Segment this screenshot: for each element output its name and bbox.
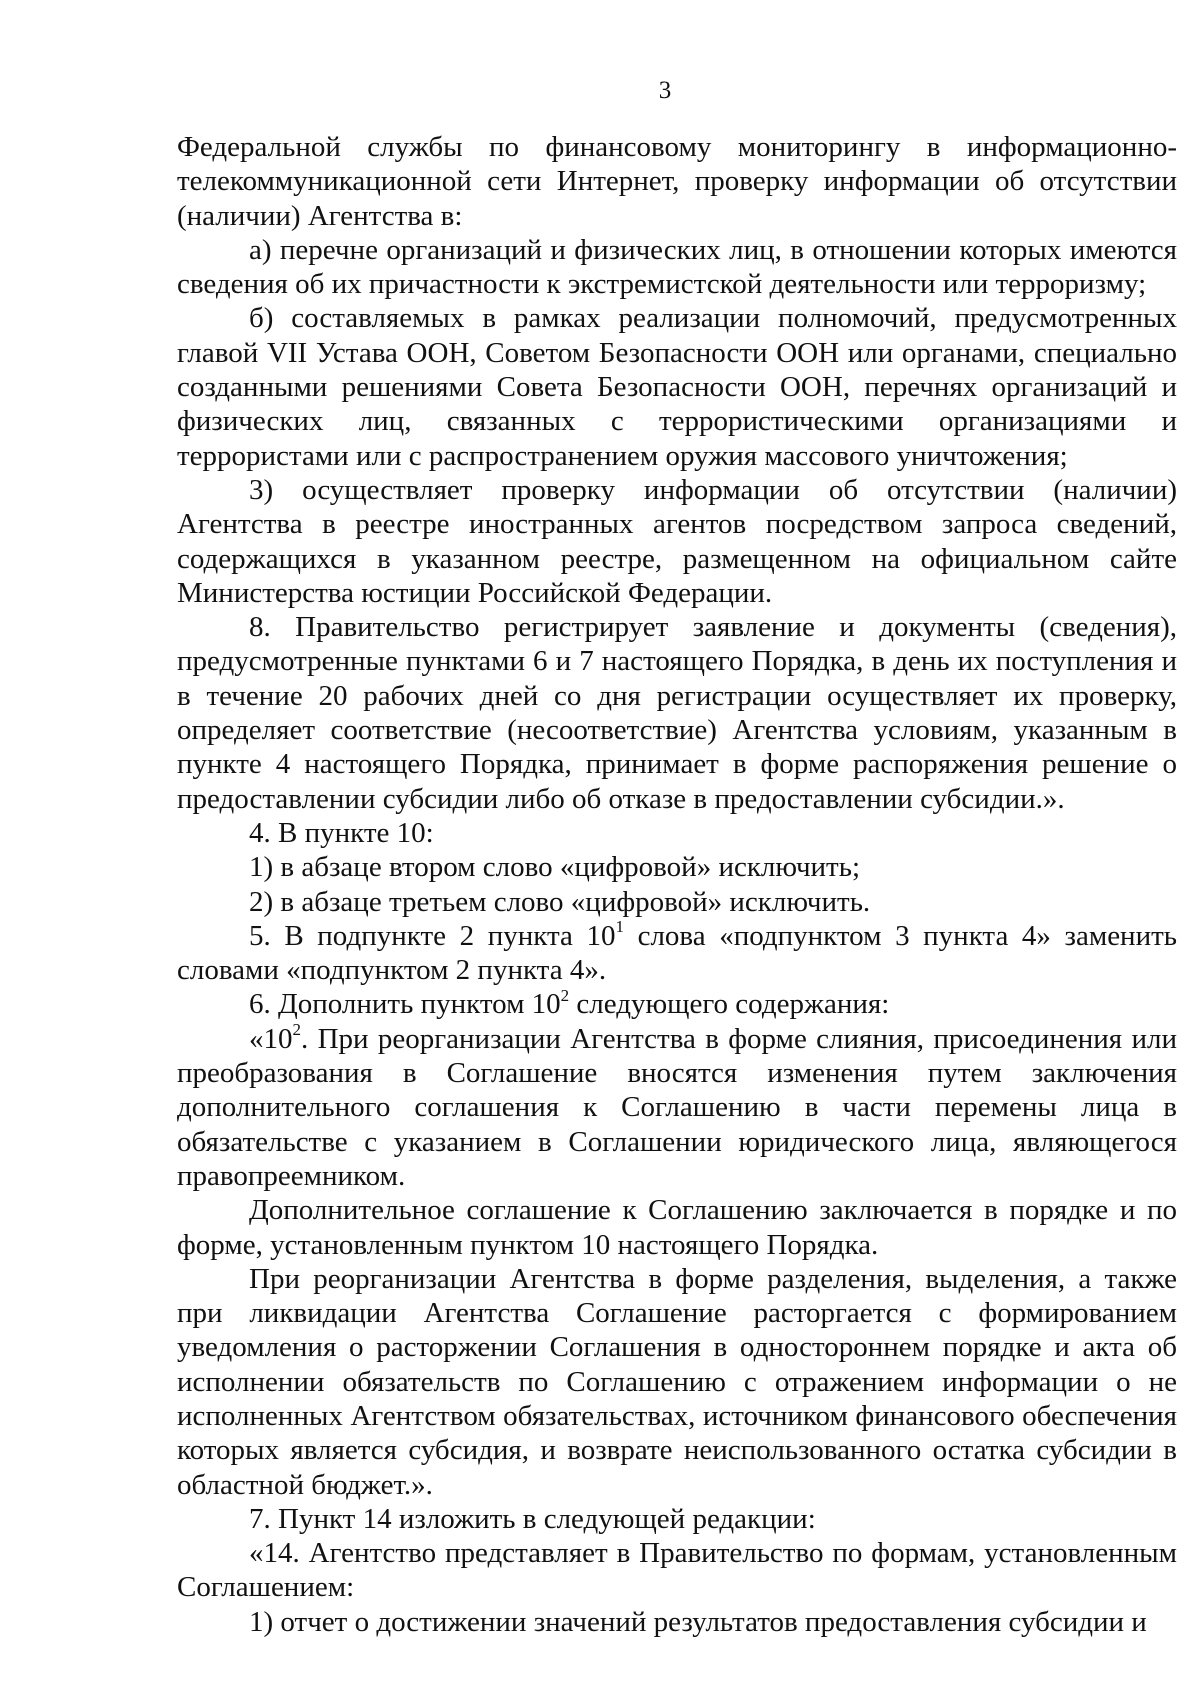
paragraph: [177, 233, 1177, 302]
paragraph-text: При реорганизации Агентства в форме разделения, выделения, а также при ликвидации Агентства Соглашение расторгается с формированием уведомления о расторжении Соглашения в одностороннем порядке и акта об исполнении обязательств по Соглашению с отражением информации о не исполненных Агентством обязательствах, источником финансового обеспечения которых является субсидия, и возврате неиспользованного остатка субсидии в областной бюджет.».: [177, 1262, 1177, 1501]
paragraph-text: 7. Пункт 14 изложить в следующей редакции:: [249, 1502, 816, 1535]
paragraph: [177, 1536, 1177, 1605]
paragraph-text: «10: [249, 1022, 293, 1055]
paragraph-text: 5. В подпункте 2 пункта 10: [249, 919, 616, 952]
paragraph: [177, 1605, 1177, 1639]
paragraph: [177, 919, 1177, 988]
superscript: 2: [560, 985, 570, 1005]
paragraph-text: . При реорганизации Агентства в форме слияния, присоединения или преобразования в Соглашение вносятся изменения путем заключения дополнительного соглашения к Соглашению в части перемены лица в обязательстве с указанием в Соглашении юридического лица, являющегося правопреемником.: [177, 1022, 1177, 1192]
paragraph-text: Дополнительное соглашение к Соглашению заключается в порядке и по форме, установленным пунктом 10 настоящего Порядка.: [177, 1194, 1177, 1261]
paragraph: [177, 1022, 1177, 1193]
paragraph-text: 2) в абзаце третьем слово «цифровой» исключить.: [249, 885, 871, 918]
paragraph-text: 3) осуществляет проверку информации об отсутствии (наличии) Агентства в реестре иностранных агентов посредством запроса сведений, содержащихся в указанном реестре, размещенном на официальном сайте Министерства юстиции Российской Федерации.: [177, 473, 1177, 609]
paragraph: [177, 1262, 1177, 1502]
superscript: 2: [292, 1020, 301, 1040]
paragraph-text: б) составляемых в рамках реализации полномочий, предусмотренных главой VII Устава ООН, Советом Безопасности ООН или органами, специально созданными решениями Совета Безопасности ООН, перечнях организаций и физических лиц, связанных с террористическими организациями и террористами или с распространением оружия массового уничтожения;: [177, 302, 1177, 472]
paragraph: [177, 473, 1177, 610]
paragraph-text: следующего содержания:: [569, 988, 890, 1021]
paragraph: [177, 1193, 1177, 1262]
paragraph: [177, 885, 1177, 919]
paragraph-text: а) перечне организаций и физических лиц, в отношении которых имеются сведения об их причастности к экстремистской деятельности или терроризму;: [177, 233, 1177, 301]
paragraph-text: Федеральной службы по финансовому мониторингу в информационно-телекоммуникационной сети Интернет, проверку информации об отсутствии (наличии) Агентства в:: [177, 131, 1177, 232]
paragraph: [177, 301, 1177, 472]
paragraph-text: 4. В пункте 10:: [249, 816, 434, 849]
paragraph: [177, 816, 1177, 850]
superscript: 1: [615, 917, 624, 937]
page-number: 3: [658, 77, 672, 104]
paragraph-text: 6. Дополнить пунктом 10: [249, 988, 561, 1021]
paragraph-text: 1) отчет о достижении значений результатов предоставления субсидии и: [249, 1605, 1147, 1638]
paragraph-text: «14. Агентство представляет в Правительство по формам, установленным Соглашением:: [177, 1537, 1177, 1604]
paragraph-text: слова «подпунктом 3 пункта 4» заменить словами «подпунктом 2 пункта 4».: [177, 919, 1177, 987]
paragraph: [177, 850, 1177, 884]
document-body: [177, 130, 1177, 1639]
paragraph: [177, 987, 1177, 1021]
paragraph: [177, 610, 1177, 816]
paragraph: [177, 130, 1177, 233]
paragraph-text: 8. Правительство регистрирует заявление и документы (сведения), предусмотренные пунктами 6 и 7 настоящего Порядка, в день их поступления и в течение 20 рабочих дней со дня регистрации осуществляет их проверку, определяет соответствие (несоответствие) Агентства условиям, указанным в пункте 4 настоящего Порядка, принимает в форме распоряжения решение о предоставлении субсидии либо об отказе в предоставлении субсидии.».: [177, 611, 1177, 815]
paragraph: [177, 1502, 1177, 1536]
paragraph-text: 1) в абзаце втором слово «цифровой» исключить;: [249, 851, 861, 884]
